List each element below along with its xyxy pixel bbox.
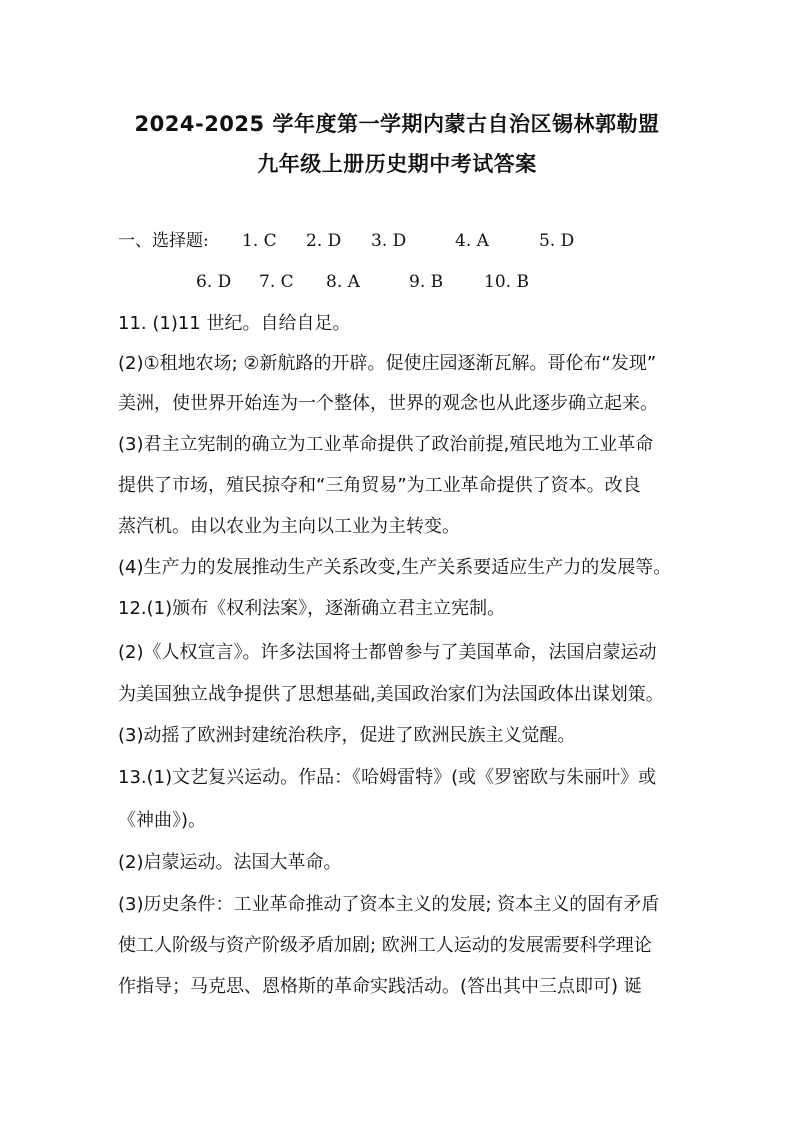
- answer-line: 蒸汽机。由以农业为主向以工业为主转变。: [118, 516, 460, 537]
- mc-answer: 6. D: [196, 272, 232, 292]
- mc-answer: 1. C: [242, 231, 277, 251]
- answer-line: (3)历史条件：工业革命推动了资本主义的发展; 资本主义的固有矛盾: [118, 894, 660, 915]
- answer-line: 13.(1)文艺复兴运动。作品：《哈姆雷特》(或《罗密欧与朱丽叶》或: [118, 767, 657, 788]
- page-title-line-2: 九年级上册历史期中考试答案: [257, 152, 537, 176]
- mc-answer: 5. D: [539, 231, 575, 251]
- answer-line: (2)启蒙运动。法国大革命。: [118, 852, 342, 873]
- mc-answer: 2. D: [306, 231, 342, 251]
- mc-answer: 9. B: [409, 272, 444, 292]
- mc-answer: 4. A: [455, 231, 489, 251]
- page-title-line-1: 2024-2025 学年度第一学期内蒙古自治区锡林郭勒盟: [134, 112, 660, 136]
- answer-line: (2)①租地农场; ②新航路的开辟。促使庄园逐渐瓦解。哥伦布“发现”: [118, 353, 657, 374]
- mc-answer: 10. B: [484, 272, 529, 292]
- answer-line: 《神曲》)。: [118, 810, 207, 831]
- answer-line: (3)动摇了欧洲封建统治秩序，促进了欧洲民族主义觉醒。: [118, 725, 576, 746]
- answer-line: 为美国独立战争提供了思想基础,美国政治家们为法国政体出谋划策。: [118, 684, 664, 705]
- mc-answer: 8. A: [326, 272, 360, 292]
- answer-line: 使工人阶级与资产阶级矛盾加剧; 欧洲工人运动的发展需要科学理论: [118, 935, 652, 956]
- answer-line: (3)君主立宪制的确立为工业革命提供了政治前提,殖民地为工业革命: [118, 434, 654, 455]
- answer-line: (2)《人权宣言》。许多法国将士都曾参与了美国革命，法国启蒙运动: [118, 642, 657, 663]
- multiple-choice-label: 一、选择题:: [118, 231, 209, 251]
- mc-answer: 3. D: [371, 231, 407, 251]
- answer-line: 美洲，使世界开始连为一个整体，世界的观念也从此逐步确立起来。: [118, 393, 658, 414]
- answer-line: 提供了市场，殖民掠夺和“三角贸易”为工业革命提供了资本。改良: [118, 475, 641, 496]
- answer-line: 12.(1)颁布《权利法案》，逐渐确立君主立宪制。: [118, 598, 506, 619]
- answer-line: 11. (1)11 世纪。自给自足。: [118, 313, 351, 334]
- answer-line: (4)生产力的发展推动生产关系改变,生产关系要适应生产力的发展等。: [118, 557, 672, 578]
- answer-line: 作指导；马克思、恩格斯的革命实践活动。(答出其中三点即可) 诞: [118, 976, 642, 997]
- mc-answer: 7. C: [259, 272, 294, 292]
